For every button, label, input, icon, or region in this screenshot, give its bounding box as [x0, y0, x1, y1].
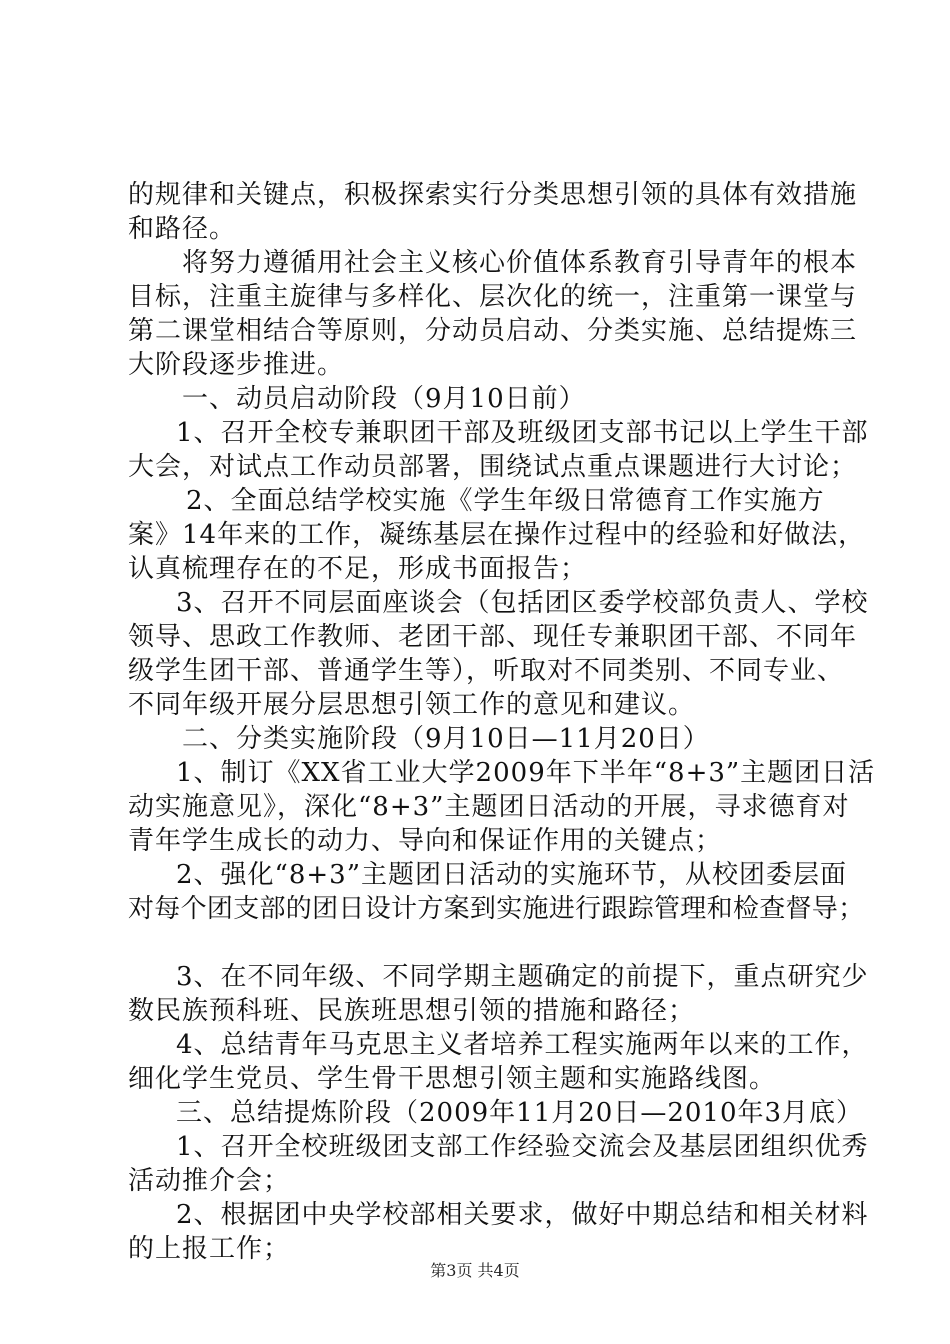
- text-line: 4、总结青年马克思主义者培养工程实施两年以来的工作，: [176, 1030, 869, 1060]
- text-line: 大阶段逐步推进。: [128, 350, 345, 380]
- text-line: 第二课堂相结合等原则，分动员启动、分类实施、总结提炼三: [128, 316, 858, 346]
- text-line: 认真梳理存在的不足，形成书面报告；: [128, 554, 588, 584]
- text-line: 级学生团干部、普通学生等），听取对不同类别、不同专业、: [128, 656, 845, 686]
- text-line: 的规律和关键点，积极探索实行分类思想引领的具体有效措施: [128, 180, 858, 210]
- text-line: 2、强化“8+3”主题团日活动的实施环节，从校团委层面: [176, 860, 847, 890]
- text-line: 活动推介会；: [128, 1166, 291, 1196]
- text-line: 案》14年来的工作，凝练基层在操作过程中的经验和好做法，: [128, 520, 866, 550]
- text-line: 将努力遵循用社会主义核心价值体系教育引导青年的根本: [182, 248, 858, 278]
- section-heading: 一、动员启动阶段（9月10日前）: [182, 384, 586, 414]
- page-number: 第3页 共4页: [430, 1261, 520, 1280]
- text-line: 青年学生成长的动力、导向和保证作用的关键点；: [128, 826, 723, 856]
- text-line: 1、制订《XX省工业大学2009年下半年“8+3”主题团日活: [176, 758, 876, 788]
- text-line: 1、召开全校班级团支部工作经验交流会及基层团组织优秀: [176, 1132, 869, 1162]
- text-line: 1、召开全校专兼职团干部及班级团支部书记以上学生干部: [176, 418, 869, 448]
- section-heading: 二、分类实施阶段（9月10日—11月20日）: [182, 724, 710, 754]
- text-line: 3、在不同年级、不同学期主题确定的前提下，重点研究少: [176, 962, 869, 992]
- text-line: 细化学生党员、学生骨干思想引领主题和实施路线图。: [128, 1064, 777, 1094]
- text-line: 2、全面总结学校实施《学生年级日常德育工作实施方: [186, 486, 825, 516]
- text-line: 大会，对试点工作动员部署，围绕试点重点课题进行大讨论；: [128, 452, 858, 482]
- text-line: 动实施意见》，深化“8+3”主题团日活动的开展，寻求德育对: [128, 792, 850, 822]
- text-line: 和路径。: [128, 214, 237, 244]
- text-line: 数民族预科班、民族班思想引领的措施和路径；: [128, 996, 696, 1026]
- text-line: 目标，注重主旋律与多样化、层次化的统一，注重第一课堂与: [128, 282, 858, 312]
- text-line: 不同年级开展分层思想引领工作的意见和建议。: [128, 690, 696, 720]
- text-line: 2、根据团中央学校部相关要求，做好中期总结和相关材料: [176, 1200, 869, 1230]
- text-line: 3、召开不同层面座谈会（包括团区委学校部负责人、学校: [176, 588, 869, 618]
- section-heading: 三、总结提炼阶段（2009年11月20日—2010年3月底）: [176, 1098, 864, 1128]
- text-line: 的上报工作；: [128, 1234, 291, 1264]
- text-line: 领导、思政工作教师、老团干部、现任专兼职团干部、不同年: [128, 622, 858, 652]
- text-line: 对每个团支部的团日设计方案到实施进行跟踪管理和检查督导；: [128, 894, 865, 924]
